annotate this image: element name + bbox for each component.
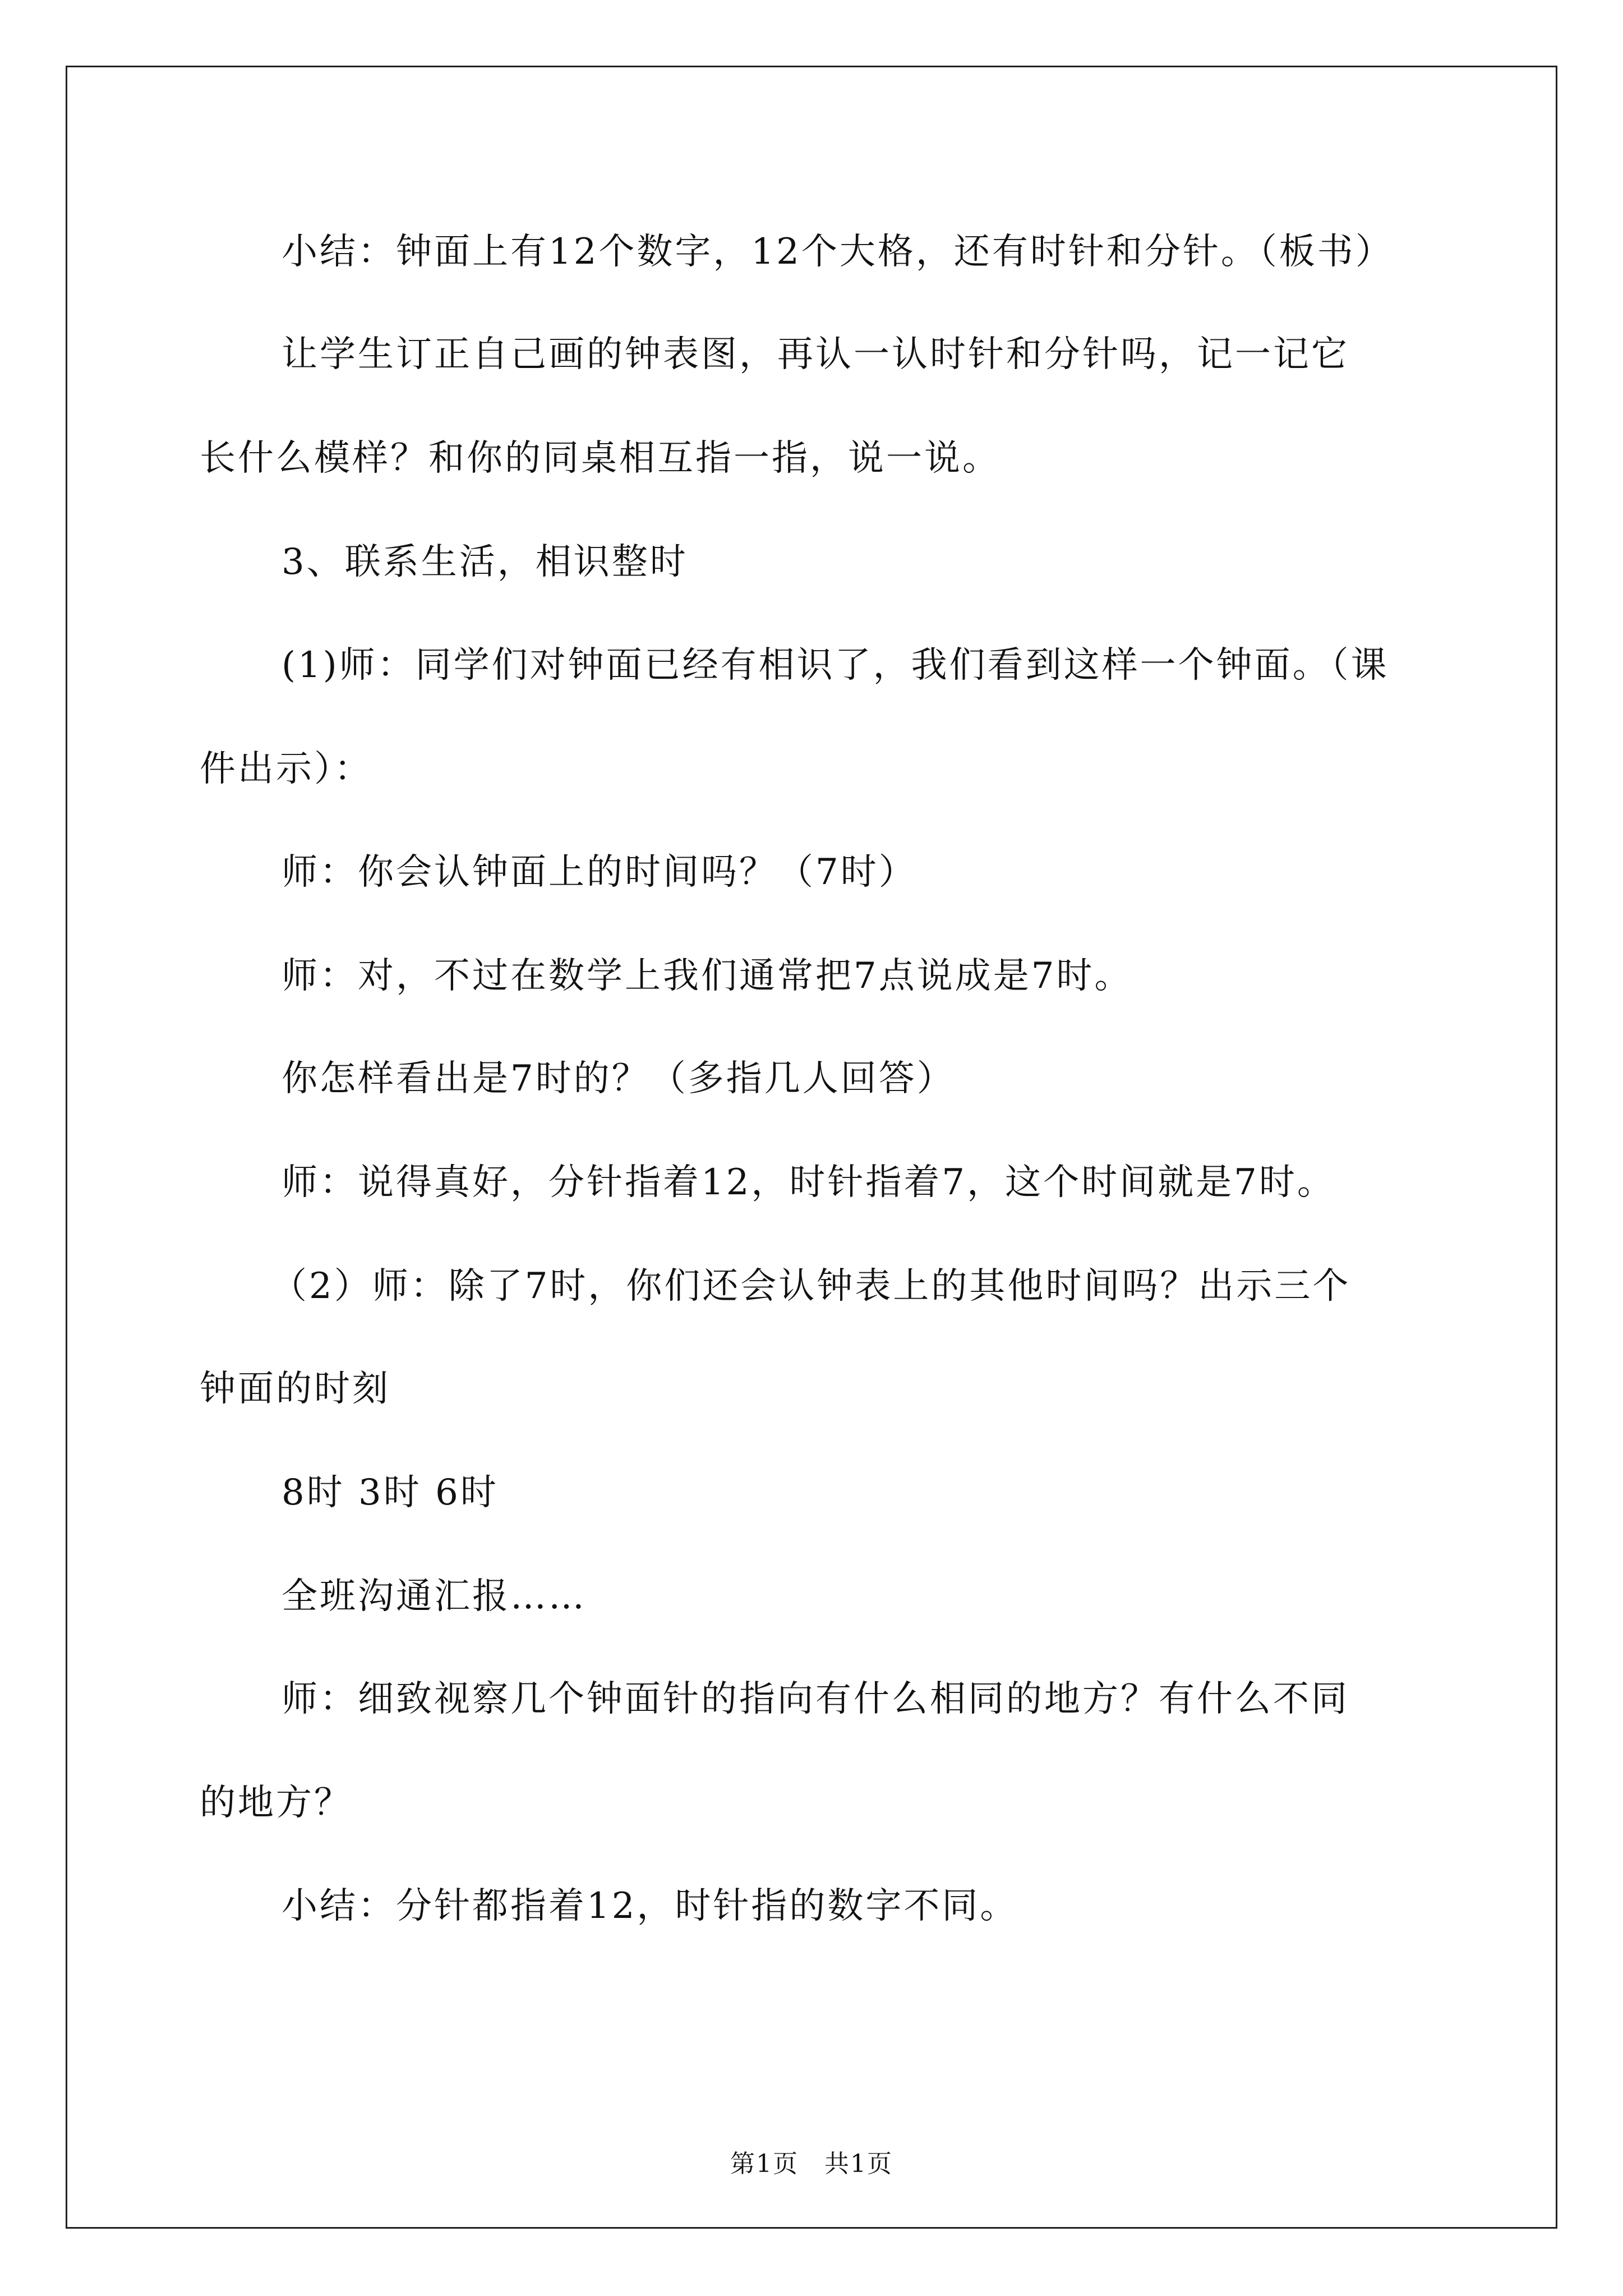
- paragraph-observe-line2: 的地方？: [200, 1782, 352, 1824]
- section-heading-3: 3、联系生活，相识整时: [282, 541, 688, 583]
- paragraph-class-report: 全班沟通汇报……: [282, 1576, 587, 1617]
- paragraph-teacher-1-line1: (1)师：同学们对钟面已经有相识了，我们看到这样一个钟面。（课: [282, 645, 1389, 686]
- page-number-footer: 第1页 共1页: [730, 2150, 893, 2178]
- paragraph-teacher-2-line1: （2）师：除了7时，你们还会认钟表上的其他时间吗？出示三个: [271, 1266, 1351, 1307]
- paragraph-observe-line1: 师：细致视察几个钟面针的指向有什么相同的地方？有什么不同: [282, 1678, 1349, 1720]
- paragraph-summary-clock-face: 小结：钟面上有12个数字，12个大格，还有时针和分针。（板书）: [282, 231, 1394, 273]
- paragraph-correct-drawing-line1: 让学生订正自己画的钟表图，再认一认时针和分针吗，记一记它: [282, 334, 1349, 375]
- paragraph-teacher-question: 师：你会认钟面上的时间吗？（7时）: [282, 852, 917, 893]
- paragraph-summary-hands: 小结：分针都指着12，时针指的数字不同。: [282, 1885, 1018, 1927]
- paragraph-teacher-praise: 师：说得真好，分针指着12，时针指着7，这个时间就是7时。: [282, 1162, 1335, 1203]
- paragraph-how-see: 你怎样看出是7时的？（多指几人回答）: [282, 1058, 955, 1099]
- paragraph-correct-drawing-line2: 长什么模样？和你的同桌相互指一指，说一说。: [200, 438, 1000, 479]
- paragraph-teacher-1-line2: 件出示）：: [200, 748, 372, 790]
- paragraph-teacher-2-line2: 钟面的时刻: [200, 1368, 390, 1410]
- paragraph-teacher-explain: 师：对，不过在数学上我们通常把7点说成是7时。: [282, 955, 1133, 997]
- paragraph-times: 8时 3时 6时: [282, 1472, 499, 1513]
